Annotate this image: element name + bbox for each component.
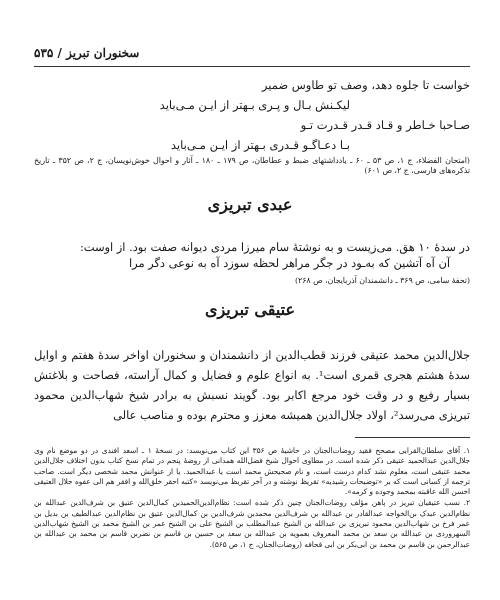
source-citation-abdi: (تحفهٔ سامی، ص ۳۶۹ ـ دانشمندان آذربایجان، ص ۲۶۸)	[294, 276, 470, 285]
couplet	[34, 256, 470, 274]
footnote-1: ۱. آقای سلطان‌القرایی مصحح فقید روضات‌الجنان در حاشیهٔ ص ۳۵۶ این کتاب می‌نویسد: در نسخهٔ ۱ ـ اسعد افندی در دو موضع نام وی جلال‌الدین عبدالحمید عتیقی ذکر شده است. در مطاوی احوال شیخ فضل‌الله همدانی از روضهٔ پنجم در تمام نسخ کتاب بدون اختلاف جلال‌الدین محمد عتیقی است، معلوم نشد کدام درست است، و نام صحیحش محمد است یا عبدالحمید. یا از عنوانش محمد شخصی دیگر است. صاحب ترجمه از کسانی است که بر «توضیحات رشیدیه» تقریظ نوشته و در آخر تقریظ می‌نویسد «کتبه احقر خلق‌الله و افقر هم الی عفوه جلال العتیقی اخسن الله عاقبته بمحمد وجوده و کرمه».	[34, 446, 470, 497]
section-heading-atiqi: عتیقی تبریزی	[204, 300, 296, 319]
poem-line: بـا دعـاگـو قـدری بـهتر از ایـن مـی‌باید	[170, 138, 350, 152]
poem-line: صـاحبا خـاطر و قـاد قـدر قـدرت تـو	[300, 118, 470, 132]
couplet-hemistich-2: هر لحظه سوزد آه به نوعی دگر مرا	[129, 256, 295, 270]
header-rule	[34, 66, 470, 67]
poem-line: لیکـنش بـال و پـری بـهتر از ایـن مـی‌باید	[159, 98, 350, 112]
poem-line: خواست تا جلوه دهد، وصف تو طاوس ضمیر	[261, 78, 470, 92]
section-text-atiqi: جلال‌الدین محمد عتیقی فرزند قطب‌الدین از دانشمندان و سخنوران اواخر سدهٔ هفتم و اوایل سدهٔ هشتم هجری قمری است¹. به انواع علوم و فضایل و کمال آراسته، فصاحت و بلاغتش بسیار رفیع و در وقت خود مرجع اکابر بود. گویند نسبش به برادر شیخ شهاب‌الدین محمود تبریزی می‌رسد²، اولاد جلال‌الدین همیشه معزز و محترم بوده و مناصب عالی	[34, 348, 470, 422]
source-citation: (امتحان الفضلاء، ج ۱، ص ۵۳ ـ ۶۰ ـ یادداشتهای ضبط و عطاطان، ص ۱۷۹ ـ ۱۸۰ ـ آثار و احوال خوش‌نویسان، ج ۲، ص ۳۵۲ ـ تاریخ تذکره‌های فارسی، ج ۲، ص ۶۰۱)	[34, 156, 470, 175]
section-heading-abdi: عبدی تبریزی	[207, 195, 293, 214]
section-text-abdi: در سدهٔ ۱۰ هق. می‌زیست و به نوشتهٔ سام میرزا مردی دیوانه صفت بود. از اوست:	[79, 240, 470, 254]
footnotes	[34, 446, 470, 551]
footnote-2: ۲. نسب عتیقیان تبریز در پاهن مؤلف روضات‌الجنان چنین ذکر شده است: نظام‌الدین‌الحمیدبن کمال‌الدین عتیق بن شرف‌الدین عبدالله بن نظام‌الدین عبدک بن‌الخواجه عبدالقادر بن عبدالله بن شرف‌الدین محمدبن شرف‌الدین بن کمال‌الدین عتیق بن نظام‌الدین عبدالطیف بن بدیل بن عمر فرخ بن شهاب‌الدین محمود تبریزی بن عبدالله بن الشیخ عبدالمطلب بن الشیخ علی بن الشیخ عمر بن الشیخ محمد بن الشیخ شهاب‌الدین السهروردی بن عبدالله بن سعد بن محمد المعروف بعمویه بن عبدالله بن سعد بن حسین بن قاسم بن نضربن قاسم بن محمد بن عبدالله بن عبدالرحمن بن قاسم بن محمد بن ابی‌بکر بن ابی قحافه (روضات‌الجنان، ج ۱، ص ۵۶۵).	[34, 498, 470, 549]
footnote-rule	[355, 437, 470, 438]
header-title: سخنوران تبریز / ۵۳۵	[34, 46, 140, 60]
couplet-hemistich-1: آن آه آتشین که به‌ـود در جگر مرا	[294, 256, 450, 270]
page-header	[34, 46, 470, 62]
